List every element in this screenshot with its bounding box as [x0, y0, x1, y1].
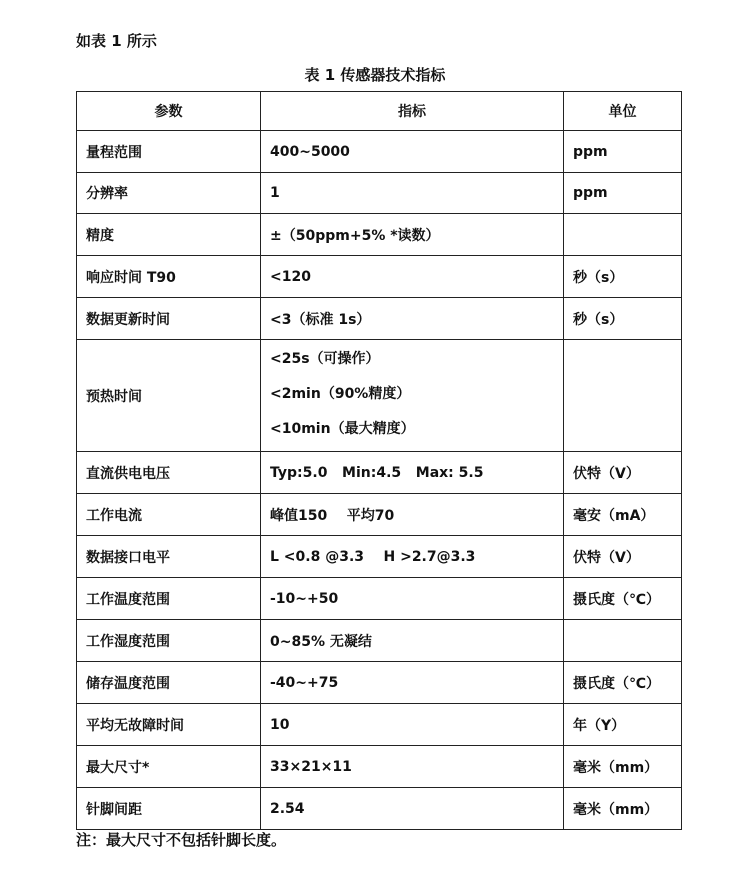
- param-cell: 平均无故障时间: [77, 704, 261, 746]
- unit-cell: 秒（s）: [564, 298, 682, 340]
- param-cell: 响应时间 T90: [77, 256, 261, 298]
- spec-line: <10min（最大精度）: [270, 421, 415, 437]
- param-cell: 精度: [77, 214, 261, 256]
- param-cell: 直流供电电压: [77, 452, 261, 494]
- table-row: [77, 494, 682, 536]
- table-row: [77, 662, 682, 704]
- spec-cell: -10~+50: [261, 578, 564, 620]
- spec-table: [76, 91, 682, 830]
- table-header-row: [77, 92, 682, 131]
- param-cell: 分辨率: [77, 173, 261, 214]
- param-cell: 工作湿度范围: [77, 620, 261, 662]
- table-row: [77, 788, 682, 830]
- spec-cell: 0~85% 无凝结: [261, 620, 564, 662]
- unit-cell: 伏特（V）: [564, 536, 682, 578]
- unit-cell: ppm: [564, 131, 682, 173]
- param-cell: 针脚间距: [77, 788, 261, 830]
- unit-cell: 秒（s）: [564, 256, 682, 298]
- spec-cell: <3（标准 1s）: [261, 298, 564, 340]
- table-row: [77, 173, 682, 214]
- spec-cell: 10: [261, 704, 564, 746]
- table-row: [77, 256, 682, 298]
- param-cell: 工作电流: [77, 494, 261, 536]
- param-cell: 储存温度范围: [77, 662, 261, 704]
- unit-cell: 摄氏度（℃）: [564, 662, 682, 704]
- unit-cell: 毫米（mm）: [564, 788, 682, 830]
- table-row: [77, 620, 682, 662]
- param-cell: 最大尺寸*: [77, 746, 261, 788]
- table-row: [77, 704, 682, 746]
- spec-cell: 1: [261, 173, 564, 214]
- unit-cell: [564, 340, 682, 452]
- table-row: [77, 131, 682, 173]
- header-spec: 指标: [261, 92, 564, 131]
- unit-cell: 摄氏度（℃）: [564, 578, 682, 620]
- spec-cell: 峰值150 平均70: [261, 494, 564, 536]
- table-row: [77, 536, 682, 578]
- spec-cell: 2.54: [261, 788, 564, 830]
- table-caption: 表 1 传感器技术指标: [304, 66, 446, 84]
- unit-cell: [564, 620, 682, 662]
- table-row: [77, 578, 682, 620]
- spec-line: <25s（可操作）: [270, 351, 380, 367]
- param-cell: 工作温度范围: [77, 578, 261, 620]
- spec-cell-multiline: [261, 340, 564, 452]
- unit-cell: 毫安（mA）: [564, 494, 682, 536]
- unit-cell: 毫米（mm）: [564, 746, 682, 788]
- header-unit: 单位: [564, 92, 682, 131]
- spec-cell: -40~+75: [261, 662, 564, 704]
- table-row: [77, 746, 682, 788]
- spec-cell: 400~5000: [261, 131, 564, 173]
- intro-text: 如表 1 所示: [76, 32, 157, 50]
- spec-line: <2min（90%精度）: [270, 386, 411, 402]
- param-cell: 数据接口电平: [77, 536, 261, 578]
- table-row: [77, 452, 682, 494]
- header-param: 参数: [77, 92, 261, 131]
- param-cell: 量程范围: [77, 131, 261, 173]
- spec-cell: L <0.8 @3.3 H >2.7@3.3: [261, 536, 564, 578]
- spec-cell: Typ:5.0 Min:4.5 Max: 5.5: [261, 452, 564, 494]
- unit-cell: 伏特（V）: [564, 452, 682, 494]
- spec-cell: 33×21×11: [261, 746, 564, 788]
- table-row: [77, 340, 682, 452]
- table-row: [77, 298, 682, 340]
- table-row: [77, 214, 682, 256]
- unit-cell: ppm: [564, 173, 682, 214]
- footnote: 注：最大尺寸不包括针脚长度。: [76, 831, 287, 849]
- spec-cell: ±（50ppm+5% *读数）: [261, 214, 564, 256]
- unit-cell: 年（Y）: [564, 704, 682, 746]
- unit-cell: [564, 214, 682, 256]
- spec-cell: <120: [261, 256, 564, 298]
- param-cell: 预热时间: [77, 340, 261, 452]
- param-cell: 数据更新时间: [77, 298, 261, 340]
